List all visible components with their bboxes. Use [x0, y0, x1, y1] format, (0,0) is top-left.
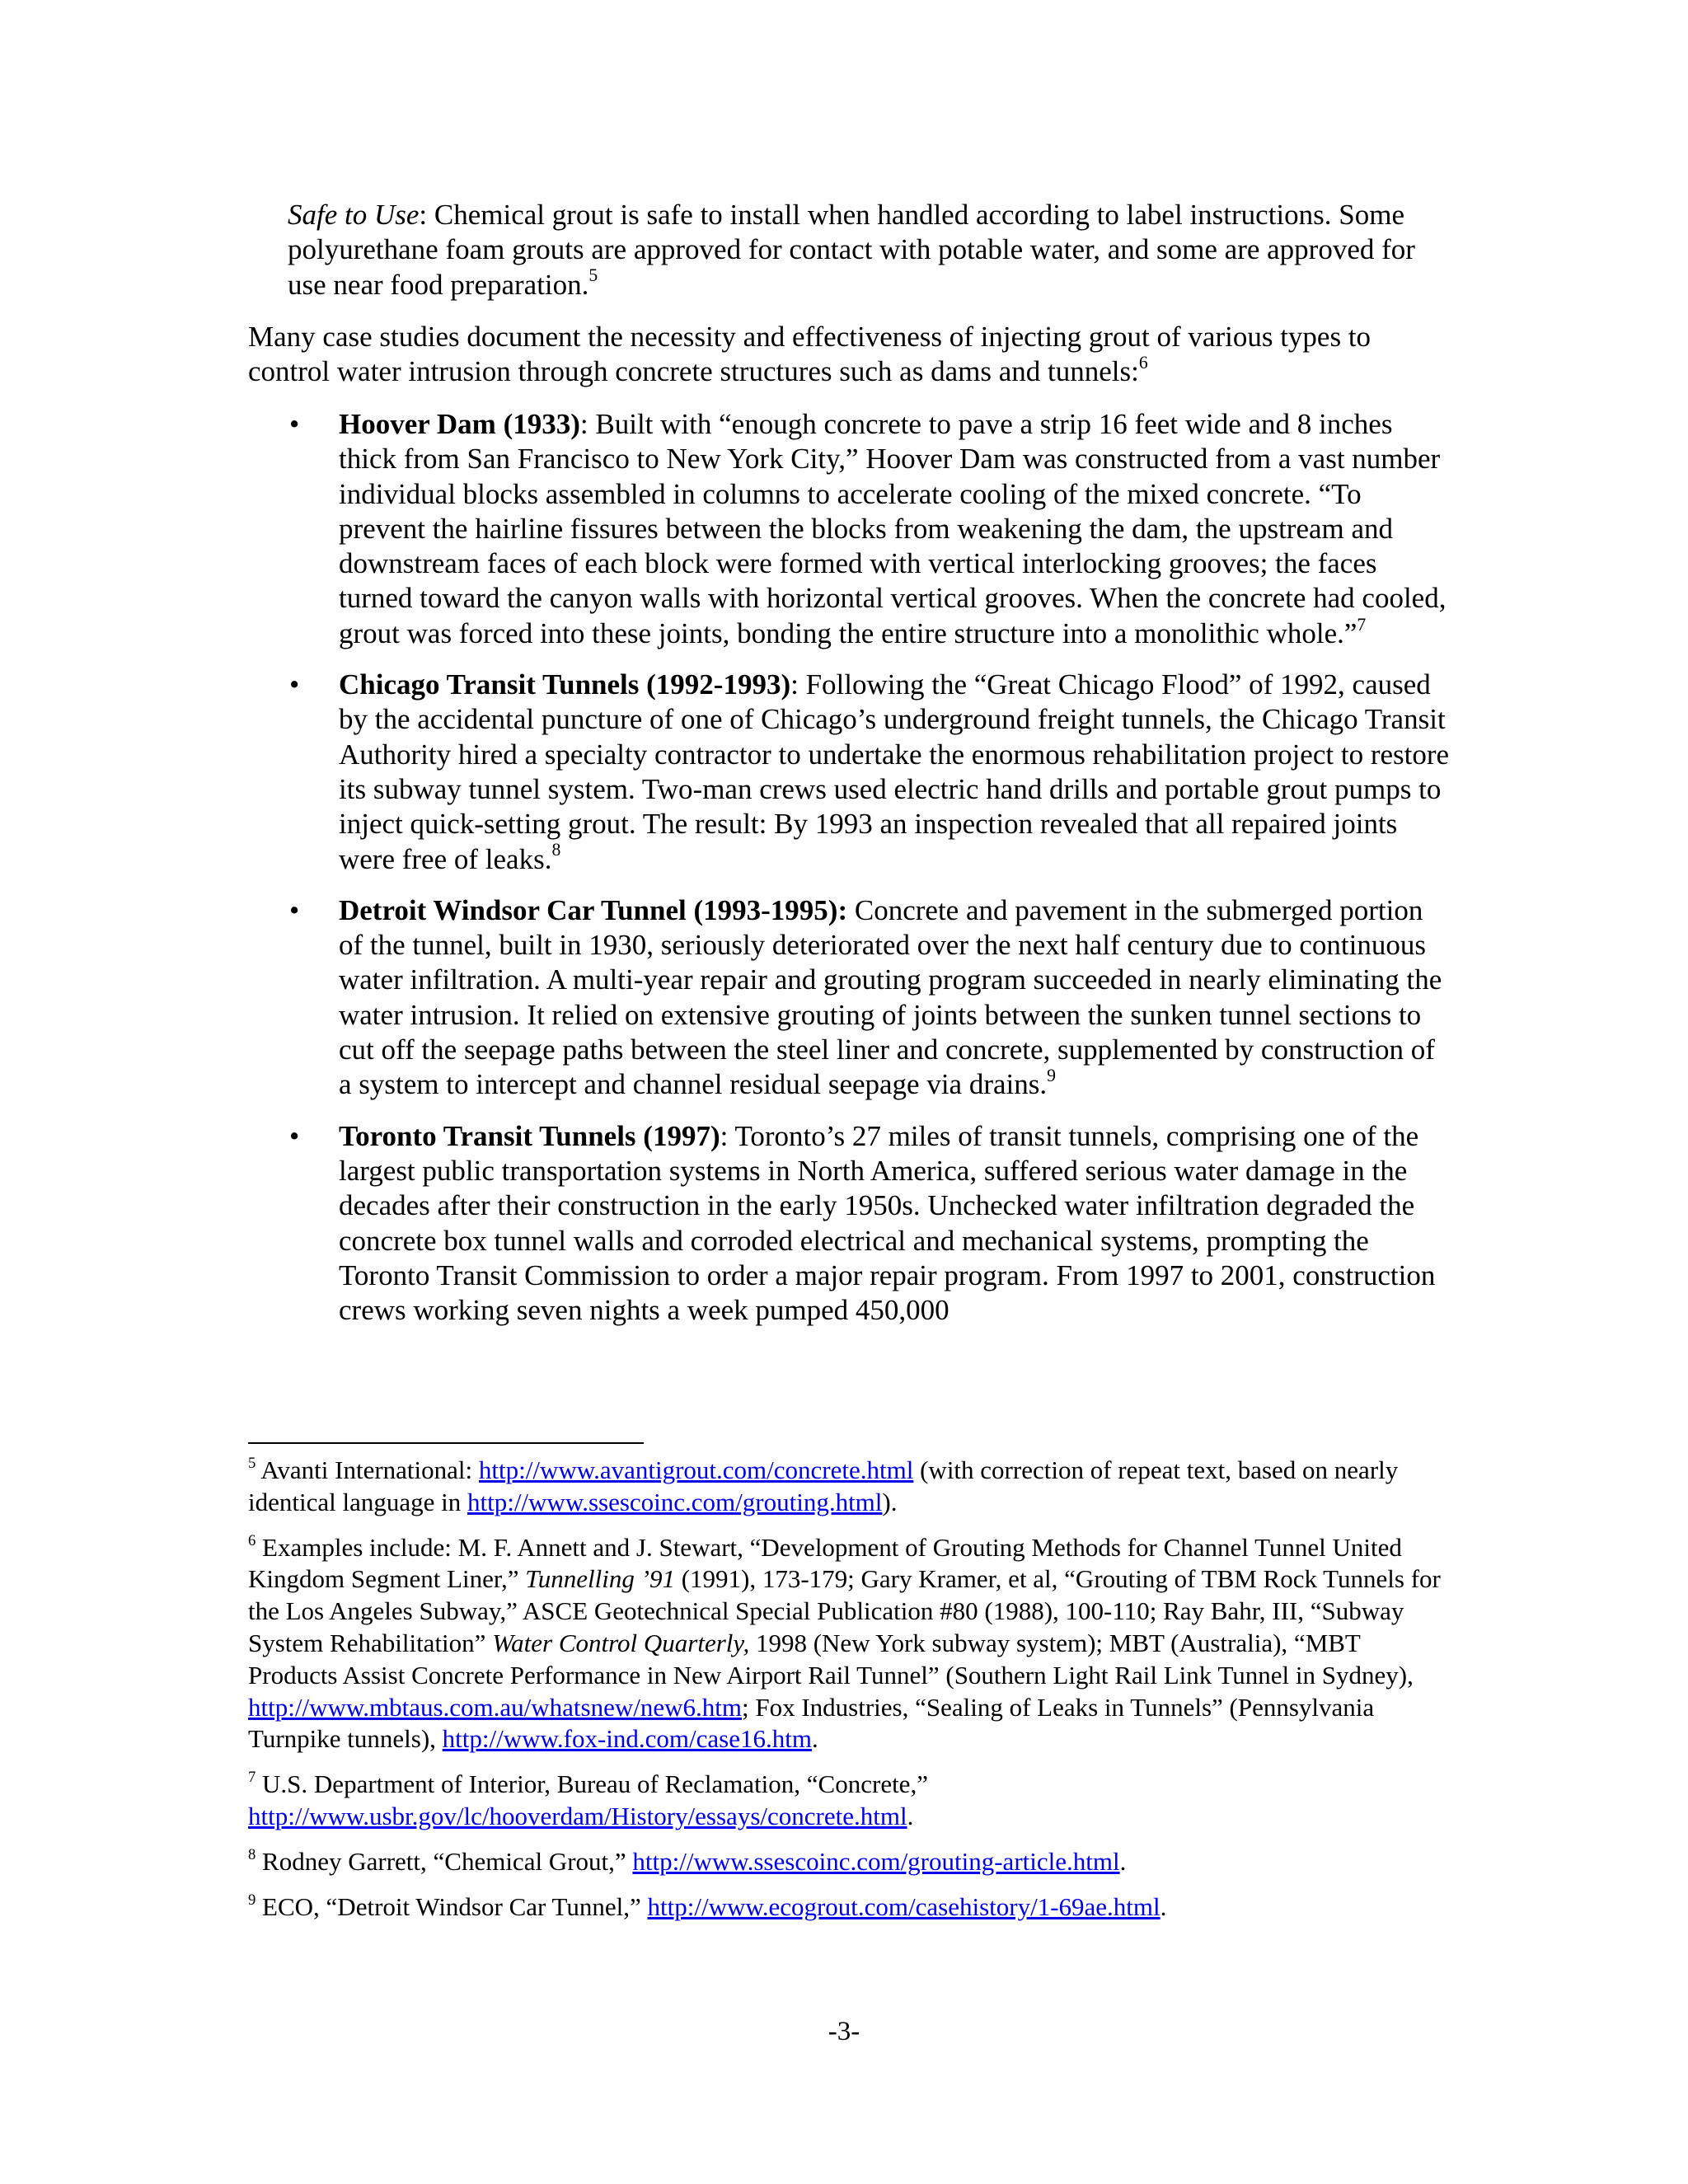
footnote-text: . [1119, 1846, 1127, 1876]
bullet-marker: • [289, 1119, 300, 1152]
footnote-italic: Tunnelling ’91 [525, 1564, 675, 1594]
case-study-text: : Following the “Great Chicago Flood” of 1992, caused by the accidental puncture of one of Chicago’s underground freight tunnels, the Chicago Transit Authority hired a specialty contractor to undertake the enormous rehabilitation project to restore its subway tunnel system. Two-man crews used electric hand drills and portable grout pumps to inject quick-setting grout. The result: By 1993 an inspection revealed that all repaired joints were free of leaks. [339, 668, 1450, 875]
safe-to-use-text: : Chemical grout is safe to install when handled according to label instructions. Some polyurethane foam grouts are approved for contact with potable water, and some are approved for use near food preparation. [288, 199, 1415, 301]
list-item [248, 668, 1451, 877]
footnote-ref-8[interactable]: 8 [551, 840, 561, 860]
footnote-link[interactable]: http://www.ecogrout.com/casehistory/1-69ae.html [647, 1891, 1160, 1921]
case-study-title: Detroit Windsor Car Tunnel (1993-1995): [339, 893, 848, 926]
footnote-text: (with correction of repeat text, based on nearly identical language in [248, 1455, 1399, 1516]
page-number: -3- [828, 2017, 860, 2046]
footnote-number: 6 [248, 1531, 256, 1549]
footnote-link[interactable]: http://www.ssescoinc.com/grouting.html [467, 1487, 883, 1516]
footnote-text: 1998 (New York subway system); MBT (Australia), “MBT Products Assist Concrete Performance in New Airport Rail Tunnel” (Southern Light Rail Link Tunnel in Sydney), [248, 1628, 1414, 1690]
list-item [248, 1119, 1451, 1329]
footnote-text: Examples include: M. F. Annett and J. Stewart, “Development of Grouting Methods for Channel Tunnel United Kingdom Segment Liner,” [248, 1532, 1402, 1594]
case-study-text: Concrete and pavement in the submerged portion of the tunnel, built in 1930, seriously deteriorated over the next half century due to continuous water infiltration. A multi-year repair and grouting program succeeded in nearly eliminating the water intrusion. It relied on extensive grouting of joints between the sunken tunnel sections to cut off the seepage paths between the steel liner and concrete, supplemented by construction of a system to intercept and channel residual seepage via drains. [339, 893, 1442, 1101]
case-study-title: Toronto Transit Tunnels (1997) [339, 1119, 720, 1152]
bullet-marker: • [289, 668, 300, 701]
footnote-link[interactable]: http://www.usbr.gov/lc/hooverdam/History/essays/concrete.html [248, 1801, 907, 1830]
footnote-text: Avanti International: [256, 1455, 479, 1484]
footnote-number: 9 [248, 1891, 256, 1909]
footnote-6 [248, 1532, 1451, 1756]
footnote-text: (1991), 173-179; Gary Kramer, et al, “Grouting of TBM Rock Tunnels for the Los Angeles Subway,” ASCE Geotechnical Special Publication #80 (1988), 100-110; Ray Bahr, III, “Subway System Rehabilitation” [248, 1564, 1441, 1657]
footnote-divider [248, 1442, 644, 1444]
footnote-text: . [811, 1724, 818, 1754]
case-study-text: : Toronto’s 27 miles of transit tunnels, comprising one of the largest public transportation systems in North America, suffered serious water damage in the decades after their construction in the early 1950s. Unchecked water infiltration degraded the concrete box tunnel walls and corroded electrical and mechanical systems, prompting the Toronto Transit Commission to order a major repair program. From 1997 to 2001, construction crews working seven nights a week pumped 450,000 [339, 1119, 1436, 1327]
footnote-7 [248, 1769, 1451, 1833]
footnote-5 [248, 1455, 1451, 1519]
list-item [248, 407, 1451, 651]
footnote-text: Rodney Garrett, “Chemical Grout,” [256, 1846, 633, 1876]
footnotes-section [248, 1455, 1451, 1936]
footnote-text: . [907, 1801, 914, 1830]
footnote-text: ). [882, 1487, 898, 1516]
bullet-marker: • [289, 408, 300, 440]
intro-paragraph [248, 320, 1451, 390]
case-study-title: Hoover Dam (1933) [339, 408, 580, 440]
footnote-ref-7[interactable]: 7 [1357, 614, 1367, 635]
case-study-list [248, 407, 1451, 1344]
footnote-text: . [1160, 1891, 1167, 1921]
footnote-8 [248, 1846, 1451, 1878]
footnote-link[interactable]: http://www.mbtaus.com.au/whatsnew/new6.htm [248, 1692, 742, 1722]
footnote-text: ECO, “Detroit Windsor Car Tunnel,” [256, 1891, 648, 1921]
bullet-marker: • [289, 893, 300, 926]
footnote-text: ; Fox Industries, “Sealing of Leaks in Tunnels” (Pennsylvania Turnpike tunnels), [248, 1692, 1375, 1754]
footnote-number: 8 [248, 1845, 256, 1863]
case-study-title: Chicago Transit Tunnels (1992-1993) [339, 668, 791, 701]
footnote-ref-5[interactable]: 5 [588, 265, 598, 286]
footnote-link[interactable]: http://www.avantigrout.com/concrete.html [478, 1455, 914, 1484]
safe-to-use-lead: Safe to Use [288, 199, 420, 231]
list-item [248, 893, 1451, 1103]
footnote-number: 5 [248, 1454, 256, 1472]
footnote-italic: Water Control Quarterly, [492, 1628, 750, 1657]
footnote-number: 7 [248, 1769, 256, 1787]
footnote-ref-6[interactable]: 6 [1138, 353, 1148, 373]
intro-text: Many case studies document the necessity and effectiveness of injecting grout of various types to control water intrusion through concrete structures such as dams and tunnels: [248, 321, 1372, 388]
footnote-link[interactable]: http://www.fox-ind.com/case16.htm [442, 1724, 812, 1754]
footnote-ref-9[interactable]: 9 [1047, 1066, 1056, 1086]
footnote-link[interactable]: http://www.ssescoinc.com/grouting-article.html [632, 1846, 1120, 1876]
safe-to-use-paragraph [288, 198, 1442, 302]
footnote-text: U.S. Department of Interior, Bureau of Reclamation, “Concrete,” [256, 1769, 928, 1799]
footnote-9 [248, 1891, 1451, 1924]
case-study-text: : Built with “enough concrete to pave a strip 16 feet wide and 8 inches thick from San Francisco to New York City,” Hoover Dam was constructed from a vast number individual blocks assembled in columns to accelerate cooling of the mixed concrete. “To prevent the hairline fissures between the blocks from weakening the dam, the upstream and downstream faces of each block were formed with vertical interlocking grooves; the faces turned toward the canyon walls with horizontal vertical grooves. When the concrete had cooled, grout was forced into these joints, bonding the entire structure into a monolithic whole.” [339, 408, 1447, 649]
